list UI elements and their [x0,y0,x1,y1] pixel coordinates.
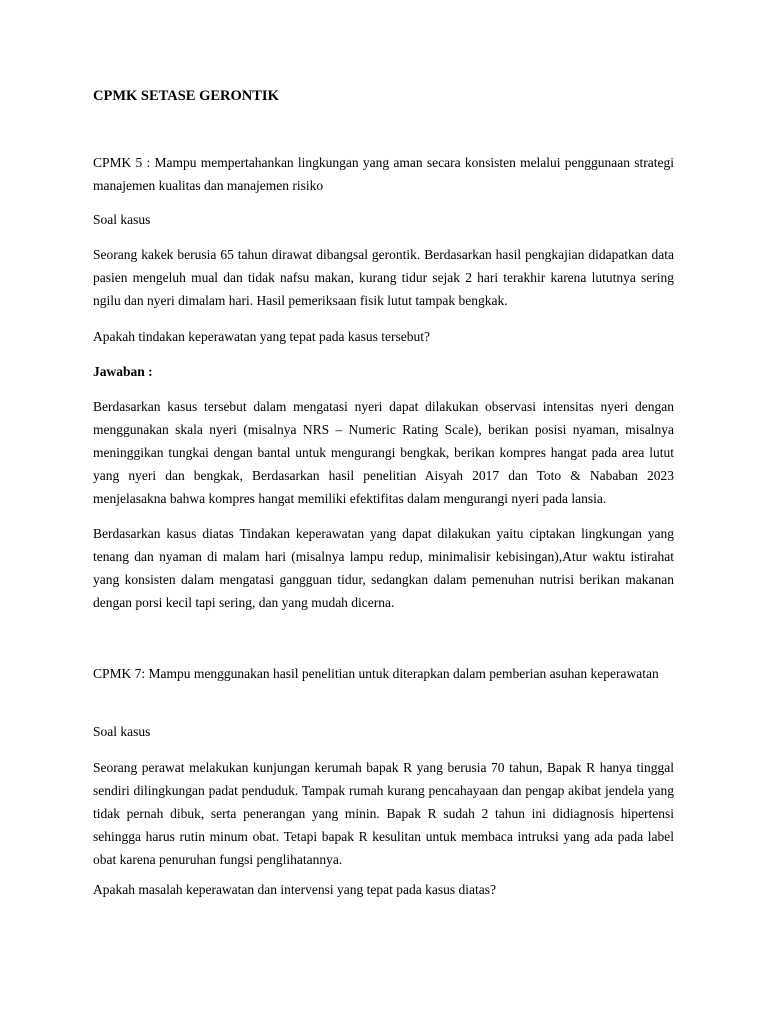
case-question-2: Apakah masalah keperawatan dan intervensi yang tepat pada kasus diatas? [93,882,496,897]
case-question-1: Apakah tindakan keperawatan yang tepat pada kasus tersebut? [93,329,430,344]
case-description-2: Seorang perawat melakukan kunjungan kerumah bapak R yang berusia 70 tahun, Bapak R hanya tinggal sendiri dilingkungan padat penduduk. Tampak rumah kurang pencahayaan dan pengap akibat jendela yang tidak pernah dibuk, serta penerangan yang minin. Bapak R sudah 2 tahun ini didiagnosis hipertensi sehingga harus rutin minum obat. Tetapi bapak R kesulitan untuk membaca intruksi yang ada pada label obat karena penuruhan fungsi penglihatannya. [93,760,674,867]
cpmk-7-statement: CPMK 7: Mampu menggunakan hasil penelitian untuk diterapkan dalam pemberian asuhan keperawatan [93,666,659,681]
answer-paragraph-2: Berdasarkan kasus diatas Tindakan keperawatan yang dapat dilakukan yaitu ciptakan lingkungan yang tenang dan nyaman di malam hari (misalnya lampu redup, minimalisir kebisingan),Atur waktu istirahat yang konsisten dalam mengatasi gangguan tidur, sedangkan dalam pemenuhan nutrisi berikan makanan dengan porsi kecil tapi sering, dan yang mudah dicerna. [93,526,674,610]
answer-label: Jawaban : [93,364,153,379]
document-title: CPMK SETASE GERONTIK [93,88,279,104]
cpmk-5-statement: CPMK 5 : Mampu mempertahankan lingkungan yang aman secara konsisten melalui penggunaan strategi manajemen kualitas dan manajemen risiko [93,155,674,193]
case-label-2: Soal kasus [93,724,151,739]
answer-paragraph-1: Berdasarkan kasus tersebut dalam mengatasi nyeri dapat dilakukan observasi intensitas nyeri dengan menggunakan skala nyeri (misalnya NRS – Numeric Rating Scale), berikan posisi nyaman, misalnya meninggikan tungkai dengan bantal untuk mengurangi bengkak, berikan kompres hangat pada area lutut yang nyeri dan bengkak, Berdasarkan hasil penelitian Aisyah 2017 dan Toto & Nababan 2023 menjelasakna bahwa kompres hangat memiliki efektifitas dalam mengurangi nyeri pada lansia. [93,399,674,506]
case-label-1: Soal kasus [93,212,151,227]
case-description-1: Seorang kakek berusia 65 tahun dirawat dibangsal gerontik. Berdasarkan hasil pengkajian didapatkan data pasien mengeluh mual dan tidak nafsu makan, kurang tidur sejak 2 hari terakhir karena lututnya sering ngilu dan nyeri dimalam hari. Hasil pemeriksaan fisik lutut tampak bengkak. [93,247,674,308]
